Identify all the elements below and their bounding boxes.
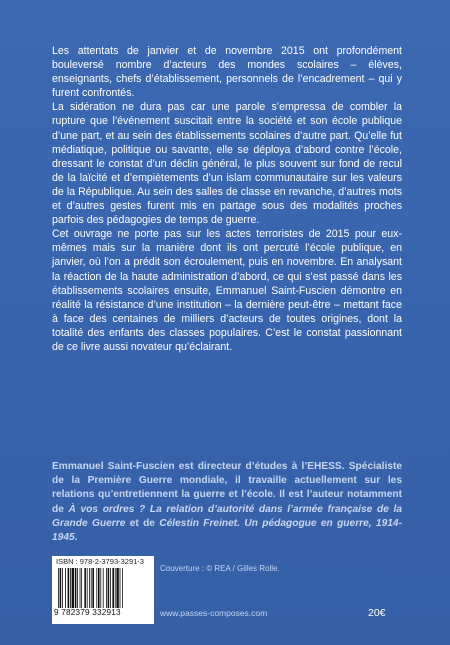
barcode-bar bbox=[92, 568, 94, 608]
barcode-bar bbox=[116, 568, 118, 608]
author-bio-paragraph bbox=[52, 460, 402, 545]
price: 20€ bbox=[368, 607, 386, 619]
book-title-1: À vos ordres ? La relation d’autorité dans l’armée française de la Grande Guerre bbox=[52, 503, 402, 529]
barcode-bar bbox=[120, 568, 121, 608]
barcode-bar bbox=[96, 568, 97, 608]
author-bio-text-3: . bbox=[74, 532, 78, 544]
blurb-paragraph-3: Cet ouvrage ne porte pas sur les actes terroristes de 2015 pour eux-mêmes mais sur la manière dont ils ont percuté l’école publique, en janvier, où l’on a prédit son écroulement, puis en novembre. En analysant la réaction de la haute administration d’abord, ce qui s’est passé dans les établissements scolaires ensuite, Emmanuel Saint-Fuscien démontre en réalité la résistance d’une institution – la dernière peut-être – mettant face à face des centaines de milliers d’acteurs de toutes origines, dont la totalité des enfants des classes populaires. C’est le constat passionnant de ce livre aussi novateur qu’éclairant. bbox=[52, 228, 402, 353]
barcode-bar bbox=[72, 568, 74, 608]
barcode-bar bbox=[75, 568, 77, 608]
barcode-bar bbox=[62, 568, 63, 608]
book-title-2: Célestin Freinet. Un pédagogue en guerre, 1914-1945 bbox=[52, 517, 402, 544]
blurb-paragraph-1: Les attentats de janvier et de novembre 2015 ont profondément bouleversé nombre d’acteurs des mondes scolaires – élèves, enseignants, chefs d’établissement, personnels de l’encadrement – qui y furent confrontés. bbox=[52, 45, 402, 100]
barcode-bar bbox=[84, 568, 86, 608]
barcode-bar bbox=[89, 568, 90, 608]
blurb bbox=[52, 44, 402, 354]
barcode-bar bbox=[98, 568, 100, 608]
barcode-icon bbox=[56, 568, 150, 608]
barcode-bar bbox=[108, 568, 110, 608]
barcode-digits: 9 782379 332913 bbox=[54, 608, 121, 617]
publisher-url[interactable]: www.passes-composes.com bbox=[160, 608, 268, 618]
barcode-bar bbox=[87, 568, 88, 608]
barcode-bar bbox=[70, 568, 71, 608]
barcode-bar bbox=[103, 568, 104, 608]
barcode-bar bbox=[112, 568, 114, 608]
barcode-bar bbox=[60, 568, 62, 608]
barcode-bar bbox=[91, 568, 92, 608]
barcode-bar bbox=[77, 568, 78, 608]
barcode-bar bbox=[106, 568, 107, 608]
isbn-label: ISBN : 978-2-3793-3291-3 bbox=[56, 557, 144, 566]
author-bio-text-2: et de bbox=[125, 517, 160, 529]
barcode-bar bbox=[122, 568, 123, 608]
barcode-box bbox=[52, 556, 154, 624]
barcode-bar bbox=[115, 568, 116, 608]
barcode-bar bbox=[80, 568, 81, 608]
barcode-bar bbox=[110, 568, 111, 608]
blurb-paragraph-2: La sidération ne dura pas car une parole s’empressa de combler la rupture que l’événement suscitait entre la société et son école publique d’une part, et au sein des établissements scolaires d’autre part. Qu’elle fut médiatique, politique ou savante, elle se déploya d’abord contre l’école, dressant le constat d’un déclin général, le plus souvent sur fond de recul de la laïcité et d’empiètements d’un islam communautaire sur les valeurs de la République. Au sein des salles de classe en revanche, d’autres mots et d’autres gestes furent mis en partage sous des modalités proches parfois des pédagogies de temps de guerre. bbox=[52, 101, 402, 227]
barcode-bar bbox=[100, 568, 101, 608]
barcode-bar bbox=[58, 568, 59, 608]
barcode-bar bbox=[65, 568, 66, 608]
barcode-bar bbox=[81, 568, 82, 608]
cover-credit: Couverture : © REA / Gilles Rolle. bbox=[160, 564, 280, 573]
barcode-bar bbox=[68, 568, 70, 608]
author-bio bbox=[52, 460, 402, 545]
author-bio-text-1: Emmanuel Saint-Fuscien est directeur d’études à l’EHESS. Spécialiste de la Première Guerre mondiale, il travaille actuellement sur les relations qu’entretiennent la guerre et l’école. Il est l’auteur notamment de bbox=[52, 461, 402, 515]
